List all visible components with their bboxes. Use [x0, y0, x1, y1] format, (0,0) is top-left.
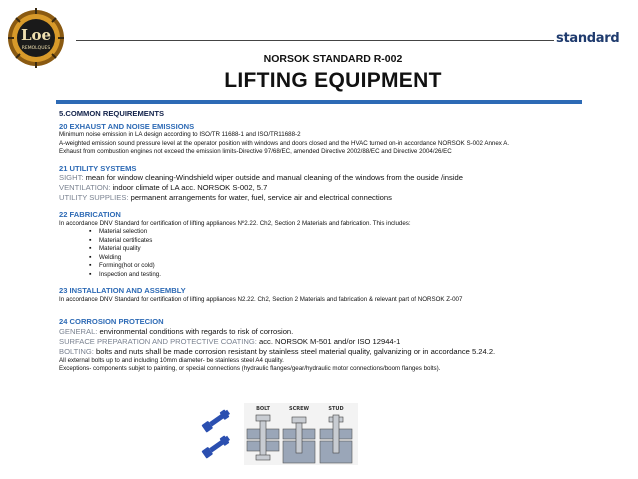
page-subtitle: NORSOK STANDARD R-002 [263, 53, 403, 65]
surface-line [59, 337, 619, 347]
section-24-heading: 24 CORROSION PROTECION [59, 317, 164, 326]
list-item: ▪ Forming(hot or cold) [99, 262, 619, 271]
section-22-intro: In accordance DNV Standard for certification of lifting appliances Nº2.22. Ch2, Section 2 Materials and fabrication. This includes: [59, 219, 411, 227]
bolts-nuts-image [195, 402, 237, 464]
section-23-text: In accordance DNV Standard for certification of lifting appliances N2.22. Ch2, Section 2 Materials and fabrication & relevant part of NORSOK Z-007 [59, 295, 463, 303]
bolting-line [59, 347, 619, 357]
section-21-heading: 21 UTILITY SYSTEMS [59, 163, 137, 173]
list-item: ▪ Material quality [99, 245, 619, 254]
sight-line [59, 173, 619, 183]
exceptions-line: Exceptions- components subjet to painting, or special connections (hydraulic flanges/gear/hydraulic motor connections/boom flanges bolts). [59, 365, 441, 372]
title-block [198, 47, 468, 93]
section-20-heading: 20 EXHAUST AND NOISE EMISSIONS [59, 121, 195, 131]
header-blue-band [56, 100, 582, 104]
list-item: ▪ Inspection and testing. [99, 271, 619, 280]
logo-subtext: REMOLQUES [21, 46, 51, 51]
general-text: environmental conditions with regards to risk of corrosion. [97, 326, 294, 336]
bolting-label: BOLTING: [59, 346, 94, 356]
brand-standard: standard [556, 31, 620, 46]
list-item: ▪ Material selection [99, 228, 619, 237]
bolting-text: bolts and nuts shall be made corrosion resistant by stainless steel material quality, galvanizing or in accordance 5.24.2. [93, 346, 496, 356]
diagram-label-stud: STUD [328, 406, 344, 412]
list-item: ▪ Material certificates [99, 237, 619, 246]
utility-line [59, 193, 619, 203]
list-item: ▪ Welding [99, 254, 619, 263]
ventilation-text: indoor climate of LA acc. NORSOK S-002, 5.7 [110, 183, 268, 192]
company-logo [6, 6, 66, 70]
page-title: LIFTING EQUIPMENT [224, 69, 442, 92]
diagram-label-screw: SCREW [288, 406, 310, 412]
main-heading: 5.COMMON REQUIREMENTS [59, 109, 165, 118]
surface-text: acc. NORSOK M-501 and/or ISO 12944-1 [256, 336, 401, 346]
section-23-heading: 23 INSTALLATION AND ASSEMBLY [59, 286, 186, 295]
section-20-line: Minimum noise emission in LA design according to ISO/TR 11688-1 and ISO/TR11688-2 [59, 131, 301, 138]
section-20-line: A-weighted emission sound pressure level at the operator position with windows and doors closed and the HVAC turned on-in accordance NORSOK S-002 Annex A. [59, 139, 510, 147]
diagram-label-bolt: BOLT [256, 406, 270, 412]
header-rule [76, 40, 554, 41]
general-label: GENERAL: [59, 326, 98, 336]
section-20-line: Exhaust from combustion engines not exceed the emission limits-Directive 97/68/EC, amended Directive 2002/88/EC and Directive 2004/26/EC [59, 148, 452, 155]
section-22-heading: 22 FABRICATION [59, 210, 121, 219]
bolts-line: All external bolts up to and including 10mm diameter- be stainless steel A4 quality. [59, 356, 284, 364]
surface-label: SURFACE PREPARATION AND PROTECTIVE COATING: [59, 336, 257, 346]
utility-text: permanent arrangements for water, fuel, service air and electrical connections [128, 193, 392, 202]
utility-label: UTILITY SUPPLIES: [59, 193, 129, 202]
sight-label: SIGHT: [59, 173, 84, 182]
sight-text: mean for window cleaning-Windshield wiper outside and manual cleaning of the windows from the ouside /inside [83, 173, 463, 182]
document-body [59, 110, 619, 374]
fastener-diagram [244, 403, 358, 465]
ventilation-line [59, 183, 619, 193]
fabrication-list [59, 228, 619, 279]
logo-text: Loe [20, 26, 52, 44]
general-line [59, 327, 619, 337]
ventilation-label: VENTILATION: [59, 183, 111, 192]
